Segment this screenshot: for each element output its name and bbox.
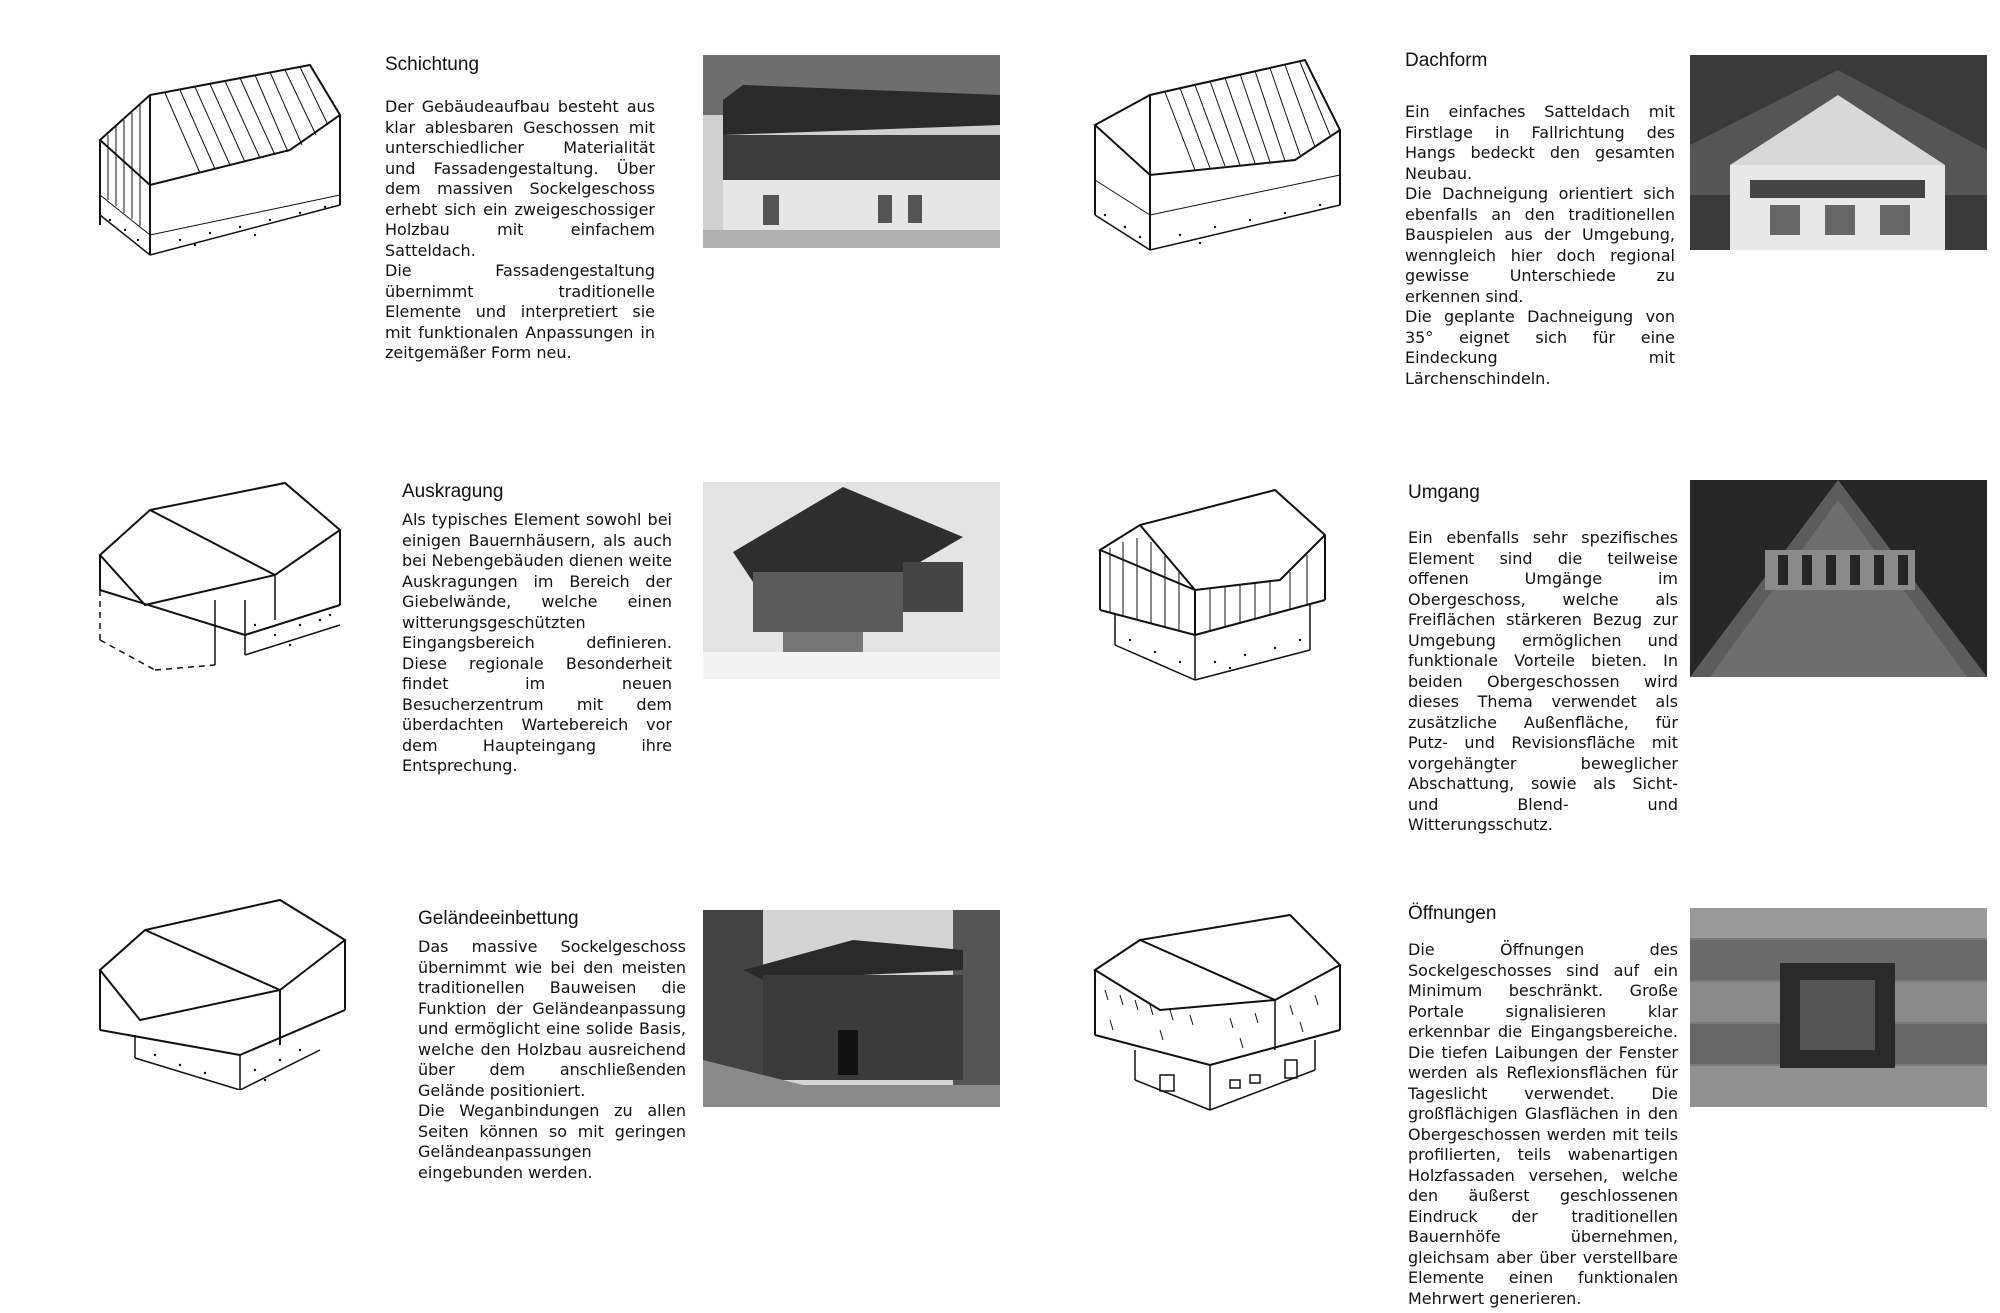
- section-title: Umgang: [1408, 482, 1480, 503]
- section-text: Ein einfaches Satteldach mit Firstlage in Fallrichtung des Hangs bedeckt den gesamten Neubau. Die Dachneigung orientiert sich ebenfalls an den traditionellen Bauspielen aus der Umgebung, wenngleich hier doch regional gewisse Unterschiede zu erkennen sind. Die geplante Dachneigung von 35° eignet sich für eine Eindeckung mit Lärchenschindeln.: [1405, 102, 1675, 388]
- photo-farmhouse-long: [703, 55, 1000, 248]
- sketch-auskragung: [95, 475, 355, 685]
- sketch-gelaendeeinbettung: [95, 880, 355, 1090]
- photo-barn-slope: [703, 910, 1000, 1107]
- photo-log-wall-window: [1690, 908, 1987, 1107]
- section-title: Öffnungen: [1408, 903, 1497, 924]
- photo-overhang-barn: [703, 482, 1000, 679]
- section-title: Geländeeinbettung: [418, 908, 579, 929]
- section-text: Die Öffnungen des Sockelgeschosses sind auf ein Minimum beschränkt. Große Portale signalisieren klar erkennbar die Eingangsbereiche. Die tiefen Laibungen der Fenster werden als Reflexionsflächen für Tageslicht verwendet. Die großflächigen Glasflächen in den Obergeschossen werden mit teils profilierten, teils wabenartigen Holzfassaden versehen, welche den äußerst geschlossenen Eindruck der traditionellen Bauernhöfe übernehmen, gleichsam aber über verstellbare Elemente einen funktionalen Mehrwert generieren.: [1408, 940, 1678, 1308]
- sketch-schichtung: [90, 55, 350, 260]
- section-text: Ein ebenfalls sehr spezifisches Element sind die teilweise offenen Umgänge im Obergeschoss, welche als Freiflächen stärkeren Bezug zur Umgebung ermöglichen und funktionale Vorteile bieten. In beiden Obergeschossen wird dieses Thema verwendet als zusätzliche Außenfläche, für Putz- und Revisionsfläche mit vorgehängter beweglicher Abschattung, sowie als Sicht- und Blend- und Witterungsschutz.: [1408, 528, 1678, 834]
- photo-gable-balcony: [1690, 480, 1987, 677]
- sketch-oeffnungen: [1090, 910, 1350, 1115]
- section-text: Als typisches Element sowohl bei einigen Bauernhäusern, als auch bei Nebengebäuden dienen weite Auskragungen im Bereich der Giebelwände, welche einen witterungsgeschützten Eingangsbereich definieren. Diese regionale Besonderheit findet im neuen Besucherzentrum mit dem überdachten Wartebereich vor dem Haupteingang ihre Entsprechung.: [402, 510, 672, 775]
- section-text: Das massive Sockelgeschoss übernimmt wie bei den meisten traditionellen Bauweisen die Funktion der Geländeanpassung und ermöglicht eine solide Basis, welche den Holzbau ausreichend über dem anschließenden Gelände positioniert. Die Weganbindungen zu allen Seiten können so mit geringen Geländeanpassungen eingebunden werden.: [418, 937, 686, 1182]
- section-title: Dachform: [1405, 50, 1488, 71]
- section-title: Schichtung: [385, 54, 480, 75]
- sketch-dachform: [1090, 55, 1350, 255]
- photo-gable-house: [1690, 55, 1987, 250]
- section-title: Auskragung: [402, 481, 504, 502]
- section-text: Der Gebäudeaufbau besteht aus klar ablesbaren Geschossen mit unterschiedlicher Materialität und Fassadengestaltung. Über dem massiven Sockelgeschoss erhebt sich ein zweigeschossiger Holzbau mit einfachem Satteldach. Die Fassadengestaltung übernimmt traditionelle Elemente und interpretiert sie mit funktionalen Anpassungen in zeitgemäßer Form neu.: [385, 97, 655, 362]
- sketch-umgang: [1095, 480, 1345, 685]
